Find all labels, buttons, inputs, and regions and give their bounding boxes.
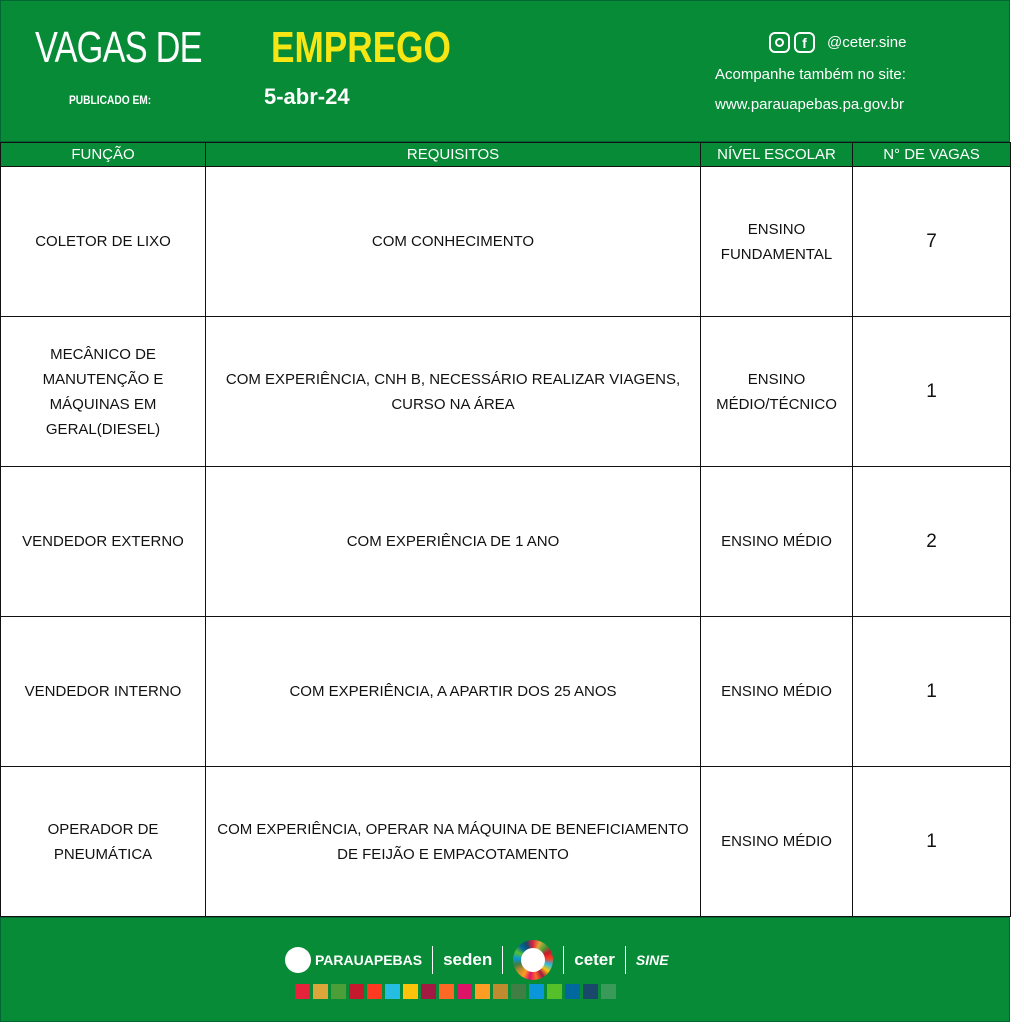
- sine-logo: SINE: [635, 952, 669, 968]
- header-banner: [0, 0, 1010, 142]
- table-row: [1, 617, 1011, 767]
- cell-funcao: COLETOR DE LIXO: [1, 167, 206, 317]
- cell-vagas: 2: [853, 467, 1011, 617]
- cell-nivel: ENSINO FUNDAMENTAL: [701, 167, 853, 317]
- cell-requisitos: COM CONHECIMENTO: [206, 167, 701, 317]
- cell-vagas: 7: [853, 167, 1011, 317]
- col-vagas: N° DE VAGAS: [853, 143, 1011, 167]
- cell-requisitos: COM EXPERIÊNCIA, A APARTIR DOS 25 ANOS: [206, 617, 701, 767]
- cell-vagas: 1: [853, 617, 1011, 767]
- instagram-icon: [769, 32, 790, 53]
- site-label: Acompanhe também no site:: [715, 66, 906, 83]
- col-requisitos: REQUISITOS: [206, 143, 701, 167]
- cell-nivel: ENSINO MÉDIO: [701, 767, 853, 917]
- col-nivel: NÍVEL ESCOLAR: [701, 143, 853, 167]
- title-emprego: EMPREGO: [271, 23, 451, 72]
- site-url: www.parauapebas.pa.gov.br: [715, 96, 905, 113]
- cell-requisitos: COM EXPERIÊNCIA DE 1 ANO: [206, 467, 701, 617]
- col-funcao: FUNÇÃO: [1, 143, 206, 167]
- ceter-logo: ceter: [574, 950, 615, 969]
- footer-banner: [0, 917, 1010, 1022]
- parauapebas-logo: PARAUAPEBAS: [285, 947, 422, 973]
- facebook-icon: f: [794, 32, 815, 53]
- cell-funcao: MECÂNICO DE MANUTENÇÃO E MÁQUINAS EM GERAL(DIESEL): [1, 317, 206, 467]
- cell-nivel: ENSINO MÉDIO: [701, 617, 853, 767]
- seden-logo: seden: [443, 950, 493, 969]
- sdg-icons: [295, 984, 616, 999]
- published-label: PUBLICADO EM:: [69, 93, 152, 107]
- social-handle: @ceter.sine: [827, 34, 907, 51]
- published-date: 5-abr-24: [264, 84, 350, 109]
- title-vagas-de: VAGAS DE: [35, 23, 202, 72]
- social-info: [769, 32, 906, 53]
- cell-nivel: ENSINO MÉDIO/TÉCNICO: [701, 317, 853, 467]
- cell-vagas: 1: [853, 317, 1011, 467]
- cell-vagas: 1: [853, 767, 1011, 917]
- cell-requisitos: COM EXPERIÊNCIA, OPERAR NA MÁQUINA DE BENEFICIAMENTO DE FEIJÃO E EMPACOTAMENTO: [206, 767, 701, 917]
- table-row: [1, 317, 1011, 467]
- cell-nivel: ENSINO MÉDIO: [701, 467, 853, 617]
- table-row: [1, 767, 1011, 917]
- table-header: [1, 143, 1011, 167]
- jobs-table: [0, 142, 1011, 917]
- partner-logos: [285, 940, 669, 980]
- cell-funcao: VENDEDOR EXTERNO: [1, 467, 206, 617]
- desenvolve-logo: [513, 940, 553, 980]
- table-row: [1, 467, 1011, 617]
- cell-requisitos: COM EXPERIÊNCIA, CNH B, NECESSÁRIO REALIZAR VIAGENS, CURSO NA ÁREA: [206, 317, 701, 467]
- cell-funcao: OPERADOR DE PNEUMÁTICA: [1, 767, 206, 917]
- table-row: [1, 167, 1011, 317]
- cell-funcao: VENDEDOR INTERNO: [1, 617, 206, 767]
